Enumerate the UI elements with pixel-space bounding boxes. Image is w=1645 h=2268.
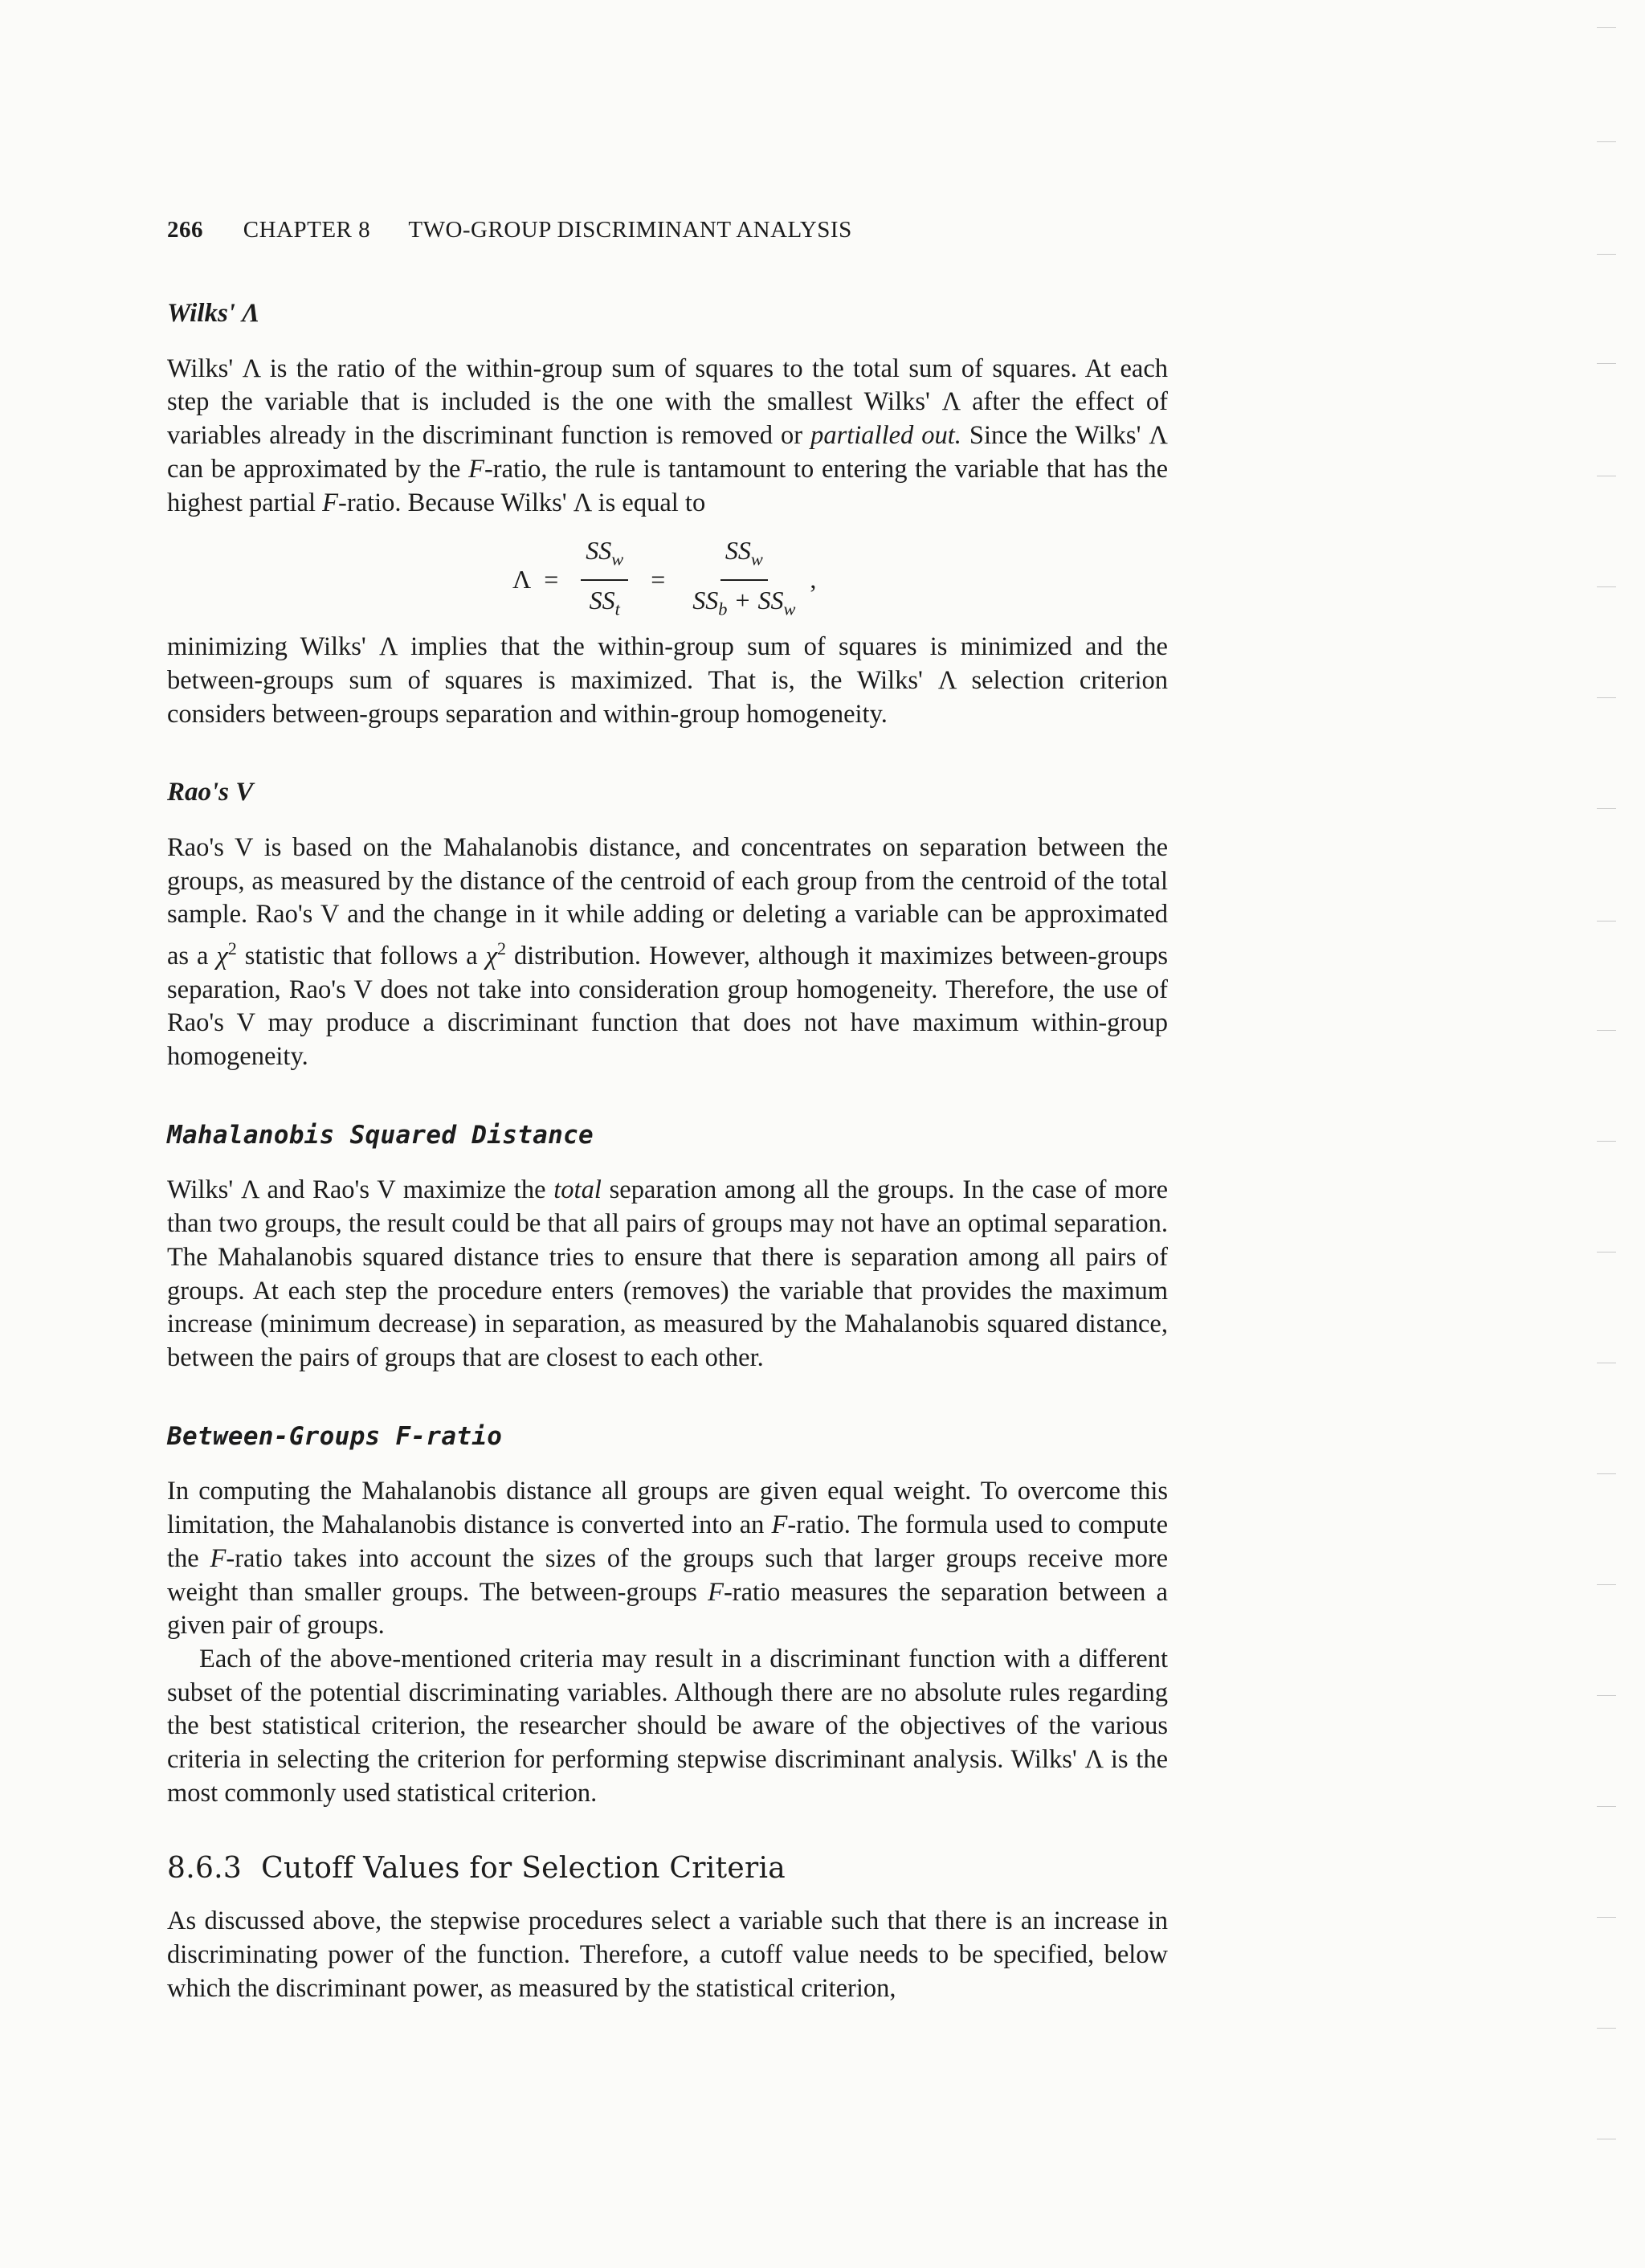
paragraph-between-1: In computing the Mahalanobis distance all groups are given equal weight. To overcome this limitation, the Mahalanobis distance is converted into an F-ratio. The formula used to compute the F-ratio takes into account the sizes of the groups such that larger groups receive more weight than smaller groups. The between-groups F-ratio measures the separation between a given pair of groups.: [167, 1477, 1168, 1641]
heading-wilks-lambda: Wilks' Λ: [167, 299, 260, 328]
paragraph-mahalanobis: Wilks' Λ and Rao's V maximize the total separation among all the groups. In the case of more than two groups, the result could be that all pairs of groups may not have an optimal separation. The Mahalanobis squared distance tries to ensure that there is separation among all pairs of groups. At each step the procedure enters (removes) the variable that provides the maximum increase (minimum decrease) in separation, as measured by the Mahalanobis squared distance, between the pairs of groups that are closest to each other.: [167, 1175, 1168, 1372]
chapter-label: CHAPTER 8: [243, 217, 371, 243]
section-heading-8-6-3: [167, 1852, 1168, 1886]
paragraph-cutoff: As discussed above, the stepwise procedures select a variable such that there is an increase in discriminating power of the function. Therefore, a cutoff value needs to be specified, below which the discriminant power, as measured by the statistical criterion,: [167, 1906, 1168, 2003]
section-number: 8.6.3: [167, 1852, 243, 1886]
page-body: [167, 297, 1168, 2005]
section-title: Cutoff Values for Selection Criteria: [261, 1852, 786, 1886]
paragraph-raos-v: Rao's V is based on the Mahalanobis distance, and concentrates on separation between the groups, as measured by the distance of the centroid of each group from the centroid of the total sample. Rao's V and the change in it while adding or deleting a variable can be approximated as a $\chi^2$ statistic that follows a $\chi^2$ distribution. However, although it maximizes between-groups separation, Rao's V does not take into consideration group homogeneity. Therefore, the use of Rao's V may produce a discriminant function that does not have maximum within-group homogeneity.: [167, 833, 1169, 1072]
heading-between-groups-f-ratio: Between-Groups F-ratio: [167, 1421, 503, 1451]
equation-wilks-lambda: Λ = $\frac{SS_w}{SS_t}$ = $\frac{SS_w}{SS_b + SS_w}$ ,: [167, 529, 1168, 619]
running-head: [167, 217, 852, 243]
scan-edge-marks: [1592, 0, 1616, 2268]
chapter-title: TWO-GROUP DISCRIMINANT ANALYSIS: [408, 217, 852, 243]
heading-raos-v: Rao's V: [167, 778, 254, 807]
fraction-ssw-over-ssb-plus-ssw: $\frac{SS_w}{SS_b + SS_w}$: [692, 536, 796, 619]
equation-lhs: Λ: [512, 565, 532, 595]
paragraph-wilks-2: minimizing Wilks' Λ implies that the within-group sum of squares is minimized and the between-groups sum of squares is maximized. That is, the Wilks' Λ selection criterion considers between-groups separation and within-group homogeneity.: [167, 632, 1168, 729]
paragraph-between-2: Each of the above-mentioned criteria may result in a discriminant function with a different subset of the potential discriminating variables. Although there are no absolute rules regarding the best statistical criterion, the researcher should be aware of the objectives of the various criteria in selecting the criterion for performing stepwise discriminant analysis. Wilks' Λ is the most commonly used statistical criterion.: [167, 1644, 1168, 1808]
fraction-ssw-over-sst: $\frac{SS_w}{SS_t}$: [581, 534, 628, 626]
paragraph-wilks-1: Wilks' Λ is the ratio of the within-group sum of squares to the total sum of squares. At each step the variable that is included is the one with the smallest Wilks' Λ after the effect of variables already in the discriminant function is removed or partialled out. Since the Wilks' Λ can be approximated by the F-ratio, the rule is tantamount to entering the variable that has the highest partial F-ratio. Because Wilks' Λ is equal to: [167, 353, 1168, 517]
page-number: 266: [167, 217, 203, 243]
heading-mahalanobis: Mahalanobis Squared Distance: [167, 1120, 594, 1150]
